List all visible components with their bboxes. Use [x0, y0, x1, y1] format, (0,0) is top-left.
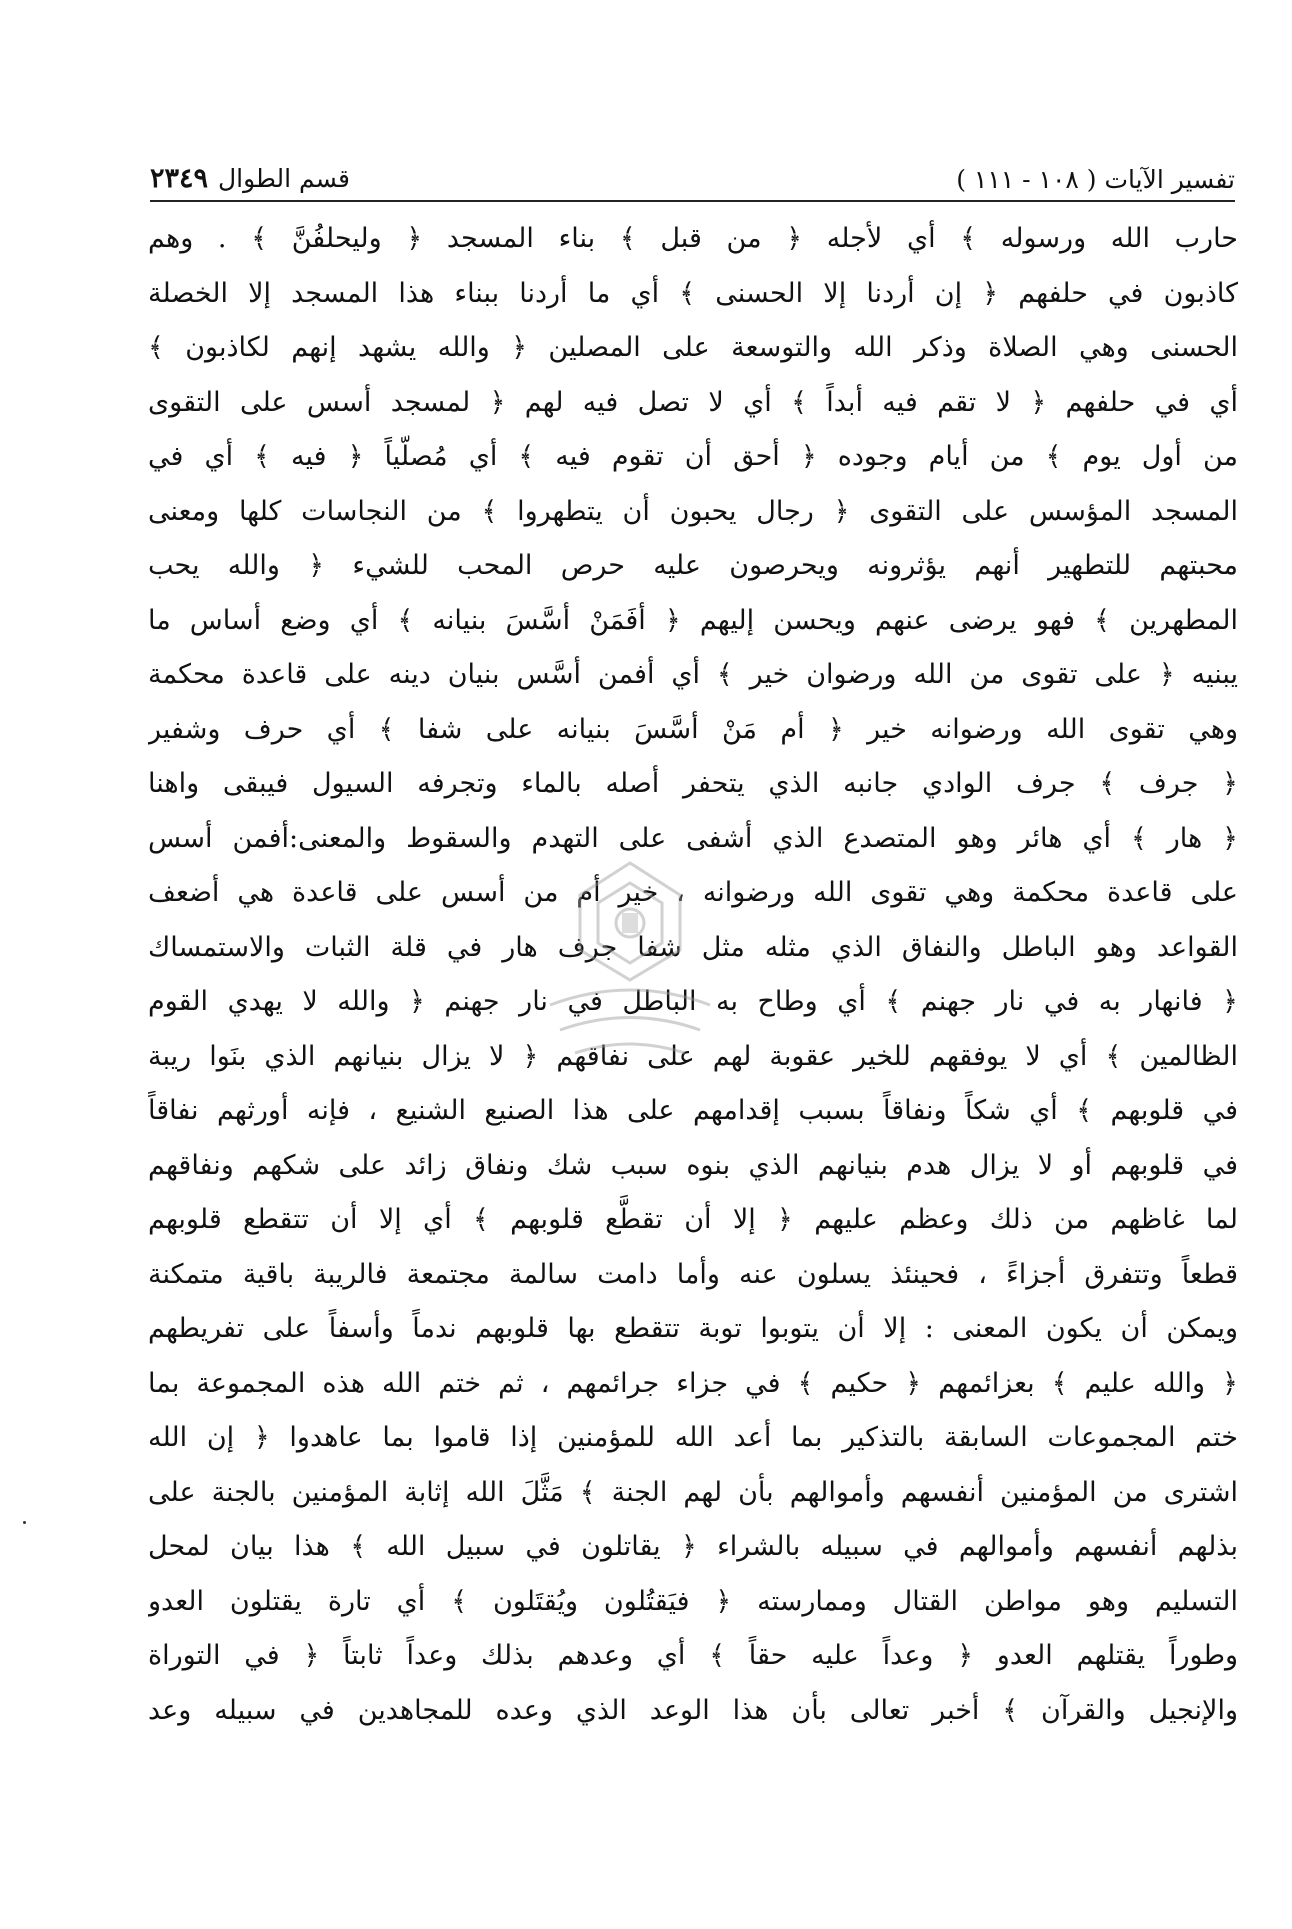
text-line: المطهرين ﴾ فهو يرضى عنهم ويحسن إليهم ﴿ أفَمَنْ أسَّسَ بنيانه ﴾ أي وضع أساس ما — [148, 604, 1238, 636]
text-line: ﴿ والله عليم ﴾ بعزائمهم ﴿ حكيم ﴾ في جزاء جرائمهم ، ثم ختم الله هذه المجموعة بما — [148, 1367, 1238, 1399]
text-line: والإنجيل والقرآن ﴾ أخبر تعالى بأن هذا الوعد الذي وعده للمجاهدين في سبيله وعد — [148, 1694, 1238, 1726]
text-line: يبنيه ﴿ على تقوى من الله ورضوان خير ﴾ أي أفمن أسَّس بنيان دينه على قاعدة محكمة — [148, 659, 1238, 690]
text-line: على قاعدة محكمة وهي تقوى الله ورضوانه ، خير أم من أسس على قاعدة هي أضعف — [148, 877, 1238, 908]
text-line: في قلوبهم ﴾ أي شكاً ونفاقاً بسبب إقدامهم على هذا الصنيع الشنيع ، فإنه أورثهم نفاقاً — [148, 1095, 1238, 1126]
text-line: اشترى من المؤمنين أنفسهم وأموالهم بأن لهم الجنة ﴾ مَثَّلَ الله إثابة المؤمنين بالجنة على — [148, 1476, 1238, 1508]
text-line: التسليم وهو مواطن القتال وممارسته ﴿ فيَقتُلون ويُقتَلون ﴾ أي تارة يقتلون العدو — [148, 1585, 1238, 1617]
text-line: ختم المجموعات السابقة بالتذكير بما أعد الله للمؤمنين إذا قاموا بما عاهدوا ﴿ إن الله — [148, 1422, 1238, 1453]
text-line: وهي تقوى الله ورضوانه خير ﴿ أم مَنْ أسَّسَ بنيانه على شفا ﴾ أي حرف وشفير — [148, 713, 1238, 745]
text-line: ﴿ هار ﴾ أي هائر وهو المتصدع الذي أشفى على التهدم والسقوط والمعنى:أفمن أسس — [148, 822, 1238, 854]
running-title: تفسير الآيات ( ١٠٨ - ١١١ ) — [956, 165, 1235, 194]
text-line: وطوراً يقتلهم العدو ﴿ وعداً عليه حقاً ﴾ أي وعدهم بذلك وعداً ثابتاً ﴿ في التوراة — [148, 1640, 1238, 1671]
page-header — [150, 150, 1235, 194]
scan-speck — [23, 1521, 26, 1524]
text-line: القواعد وهو الباطل والنفاق الذي مثله مثل شفا جرف هار في قلة الثبات والاستمساك — [148, 931, 1238, 963]
header-divider — [150, 200, 1235, 202]
text-line: المسجد المؤسس على التقوى ﴿ رجال يحبون أن يتطهروا ﴾ من النجاسات كلها ومعنى — [148, 495, 1238, 527]
text-line: الظالمين ﴾ أي لا يوفقهم للخير عقوبة لهم على نفاقهم ﴿ لا يزال بنيانهم الذي بنَوا ريبة — [148, 1040, 1238, 1072]
text-line: بذلهم أنفسهم وأموالهم في سبيله بالشراء ﴿ يقاتلون في سبيل الله ﴾ هذا بيان لمحل — [148, 1531, 1238, 1562]
text-line: الحسنى وهي الصلاة وذكر الله والتوسعة على المصلين ﴿ والله يشهد إنهم لكاذبون ﴾ — [148, 332, 1238, 363]
text-line: من أول يوم ﴾ من أيام وجوده ﴿ أحق أن تقوم فيه ﴾ أي مُصلّياً ﴿ فيه ﴾ أي في — [148, 441, 1238, 472]
text-line: في قلوبهم أو لا يزال هدم بنيانهم الذي بنوه سبب شك ونفاق زائد على شكهم ونفاقهم — [148, 1149, 1238, 1181]
text-line: محبتهم للتطهير أنهم يؤثرونه ويحرصون عليه حرص المحب للشيء ﴿ والله يحب — [148, 550, 1238, 581]
text-line: ﴿ جرف ﴾ جرف الوادي جانبه الذي يتحفر أصله بالماء وتجرفه السيول فيبقى واهنا — [148, 768, 1238, 799]
section-and-page — [150, 163, 350, 194]
text-line: لما غاظهم من ذلك وعظم عليهم ﴿ إلا أن تقطَّع قلوبهم ﴾ أي إلا أن تتقطع قلوبهم — [148, 1204, 1238, 1235]
text-line: كاذبون في حلفهم ﴿ إن أردنا إلا الحسنى ﴾ أي ما أردنا ببناء هذا المسجد إلا الخصلة — [148, 277, 1238, 309]
page-number: ٢٣٤٩ — [150, 163, 209, 194]
library-watermark-icon — [530, 855, 730, 1065]
text-line: ﴿ فانهار به في نار جهنم ﴾ أي وطاح به الباطل في نار جهنم ﴿ والله لا يهدي القوم — [148, 986, 1238, 1017]
text-line: أي في حلفهم ﴿ لا تقم فيه أبداً ﴾ أي لا تصل فيه لهم ﴿ لمسجد أسس على التقوى — [148, 386, 1238, 418]
text-line: ويمكن أن يكون المعنى : إلا أن يتوبوا توبة تتقطع بها قلوبهم ندماً وأسفاً على تفريطهم — [148, 1313, 1238, 1344]
text-line: قطعاً وتتفرق أجزاءً ، فحينئذ يسلون عنه وأما دامت سالمة مجتمعة فالريبة باقية متمكنة — [148, 1258, 1238, 1290]
text-line: حارب الله ورسوله ﴾ أي لأجله ﴿ من قبل ﴾ بناء المسجد ﴿ وليحلفُنَّ ﴾ . وهم — [148, 223, 1238, 254]
section-name: قسم الطوال — [218, 164, 350, 193]
